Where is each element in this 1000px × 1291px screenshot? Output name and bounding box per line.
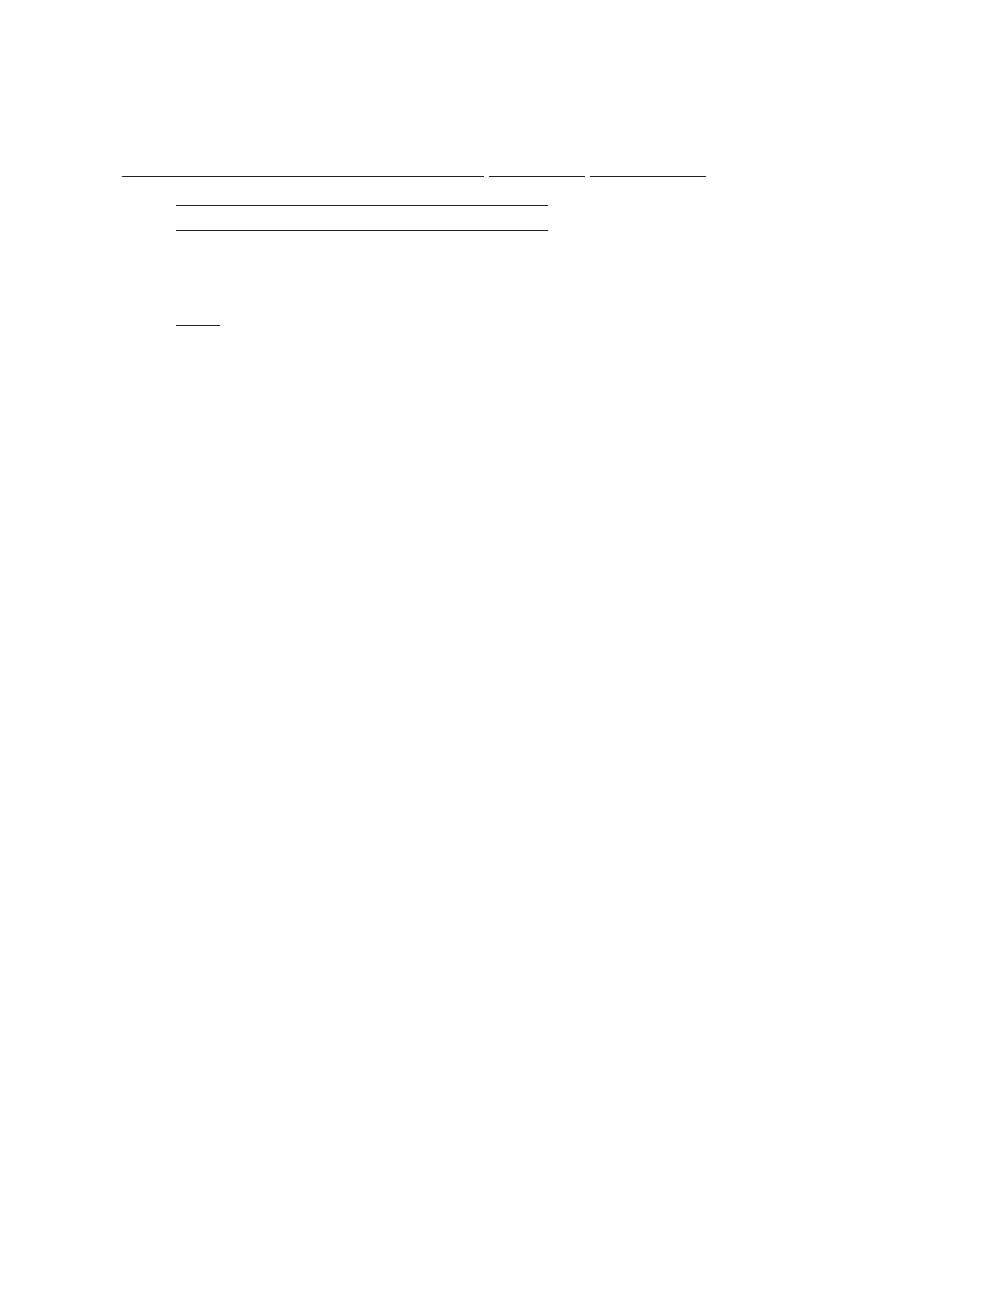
names-field[interactable] (122, 160, 484, 177)
grade-field[interactable] (489, 160, 585, 177)
names-field-line-3[interactable] (176, 230, 548, 231)
section-a-heading (148, 262, 176, 284)
date-field[interactable] (590, 160, 706, 177)
answer-blank[interactable] (176, 311, 220, 326)
student-info-row (122, 160, 706, 183)
names-field-line-2[interactable] (176, 205, 548, 206)
